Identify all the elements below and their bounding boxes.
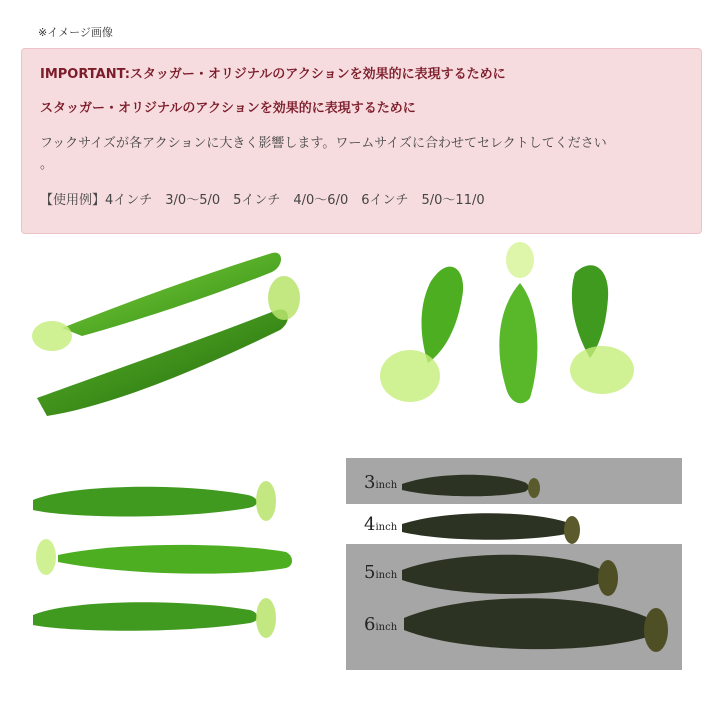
notice-box bbox=[21, 48, 702, 234]
notice-body-line1: フックサイズが各アクションに大きく影響します。ワームサイズに合わせてセレクトしてください bbox=[40, 136, 607, 151]
lure-photo-diagonal bbox=[22, 238, 322, 438]
svg-text:5inch: 5inch bbox=[364, 562, 398, 583]
lure-size-chart bbox=[346, 458, 682, 670]
notice-body-line2: 。 bbox=[40, 157, 54, 172]
notice-title: IMPORTANT:スタッガー・オリジナルのアクションを効果的に表現するために bbox=[40, 67, 506, 82]
svg-text:4inch: 4inch bbox=[364, 514, 398, 535]
lure-photo-horizontal bbox=[28, 470, 298, 650]
image-note: ※イメージ画像 bbox=[38, 26, 113, 39]
notice-subtitle: スタッガー・オリジナルのアクションを効果的に表現するために bbox=[40, 101, 416, 116]
notice-usage: 【使用例】4インチ 3/0～5/0 5インチ 4/0～6/0 6インチ 5/0～11/0 bbox=[40, 193, 485, 208]
lure-photo-vertical bbox=[370, 238, 690, 438]
svg-text:3inch: 3inch bbox=[364, 472, 398, 493]
svg-text:6inch: 6inch bbox=[364, 614, 398, 635]
